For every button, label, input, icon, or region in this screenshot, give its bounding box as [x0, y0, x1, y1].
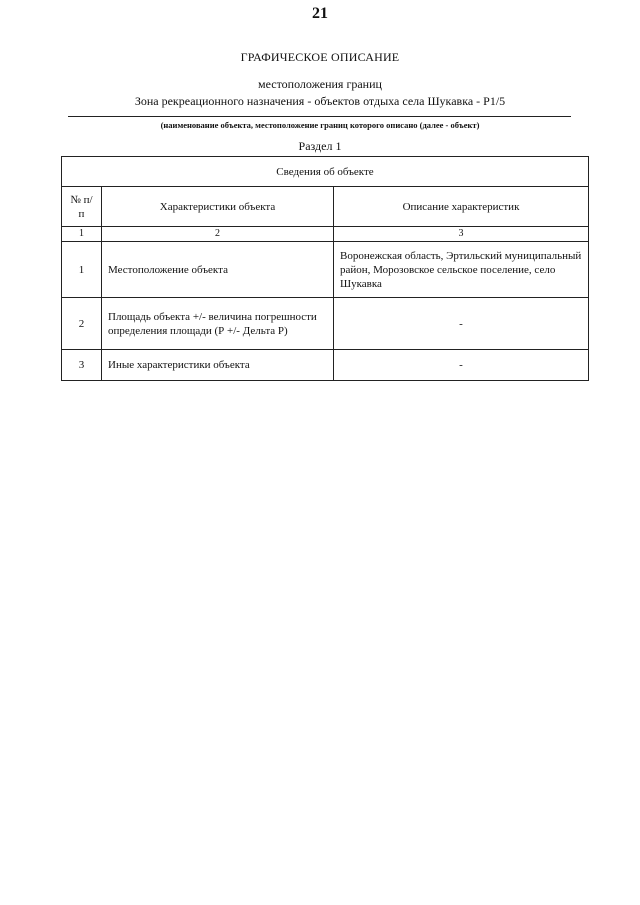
column-number: 3 [334, 227, 589, 242]
row-number: 2 [62, 298, 102, 350]
column-number-row [62, 227, 589, 242]
table-title: Сведения об объекте [62, 157, 589, 187]
row-number: 1 [62, 242, 102, 298]
header-number: № п/п [62, 187, 102, 227]
table-row [62, 242, 589, 298]
column-number: 1 [62, 227, 102, 242]
header-description: Описание характеристик [334, 187, 589, 227]
row-description: - [334, 350, 589, 381]
row-characteristic: Площадь объекта +/- величина погрешности определения площади (Р +/- Дельта Р) [102, 298, 334, 350]
row-characteristic: Иные характеристики объекта [102, 350, 334, 381]
row-number: 3 [62, 350, 102, 381]
row-description: Воронежская область, Эртильский муниципальный район, Морозовское сельское поселение, село Шукавка [334, 242, 589, 298]
table-header-row [62, 187, 589, 227]
header-characteristic: Характеристики объекта [102, 187, 334, 227]
title-underline [68, 116, 571, 117]
underline-caption: (наименование объекта, местоположение границ которого описано (далее - объект) [160, 120, 480, 130]
row-description: - [334, 298, 589, 350]
column-number: 2 [102, 227, 334, 242]
table-row [62, 298, 589, 350]
row-characteristic: Местоположение объекта [102, 242, 334, 298]
object-info-table [61, 156, 589, 381]
table-row [62, 350, 589, 381]
section-label: Раздел 1 [298, 139, 342, 153]
document-title: ГРАФИЧЕСКОЕ ОПИСАНИЕ [240, 50, 400, 64]
subtitle-line-1: местоположения границ [258, 77, 382, 91]
table-title-row [62, 157, 589, 187]
subtitle-line-2: Зона рекреационного назначения - объектов отдыха села Шукавка - Р1/5 [134, 94, 506, 108]
page-number: 21 [312, 5, 328, 22]
